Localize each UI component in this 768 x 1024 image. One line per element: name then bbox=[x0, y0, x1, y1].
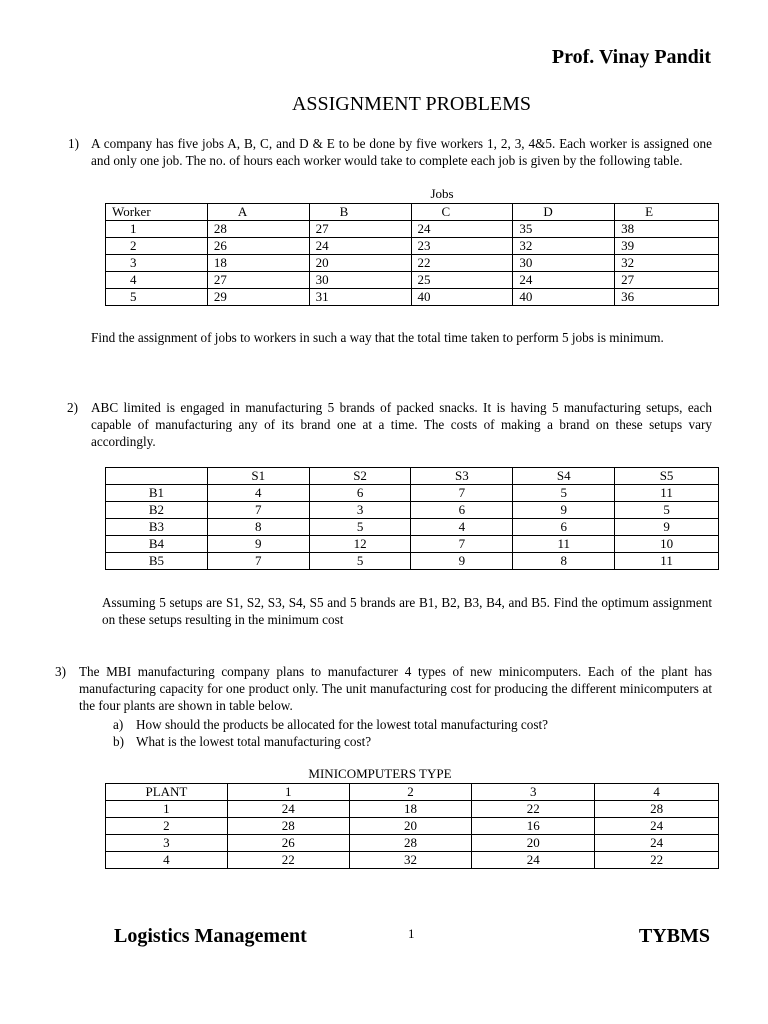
table-cell: 1 bbox=[106, 221, 208, 238]
table-cell: 20 bbox=[309, 255, 411, 272]
table-header-cell: 4 bbox=[595, 784, 719, 801]
table-cell: 39 bbox=[615, 238, 719, 255]
table-cell: 22 bbox=[227, 852, 349, 869]
q2-table bbox=[105, 467, 719, 570]
table-cell: 9 bbox=[207, 536, 309, 553]
table-header-cell: S4 bbox=[513, 468, 615, 485]
table-cell: 24 bbox=[227, 801, 349, 818]
page-title: ASSIGNMENT PROBLEMS bbox=[291, 93, 532, 115]
table-header-cell: S2 bbox=[309, 468, 411, 485]
table-header-cell: 1 bbox=[227, 784, 349, 801]
table-header-row bbox=[106, 784, 719, 801]
q3-table bbox=[105, 783, 719, 869]
q2-question: Assuming 5 setups are S1, S2, S3, S4, S5 and 5 brands are B1, B2, B3, B4, and B5. Find the optimum assignment on these setups resulting in the minimum cost bbox=[102, 595, 712, 627]
table-row bbox=[106, 519, 719, 536]
table-cell: 4 bbox=[207, 485, 309, 502]
table-row bbox=[106, 536, 719, 553]
table-row bbox=[106, 553, 719, 570]
table-cell: 22 bbox=[411, 255, 513, 272]
table-cell: 24 bbox=[595, 818, 719, 835]
table-cell: 3 bbox=[309, 502, 411, 519]
table-cell: B1 bbox=[106, 485, 208, 502]
table-cell: 7 bbox=[411, 536, 513, 553]
table-header-cell: A bbox=[207, 204, 309, 221]
table-header-cell: S5 bbox=[615, 468, 719, 485]
q3-sub-a bbox=[113, 716, 548, 733]
table-cell: 5 bbox=[309, 519, 411, 536]
table-header-cell: D bbox=[513, 204, 615, 221]
table-cell: 23 bbox=[411, 238, 513, 255]
table-cell: 3 bbox=[106, 255, 208, 272]
footer-course: Logistics Management bbox=[114, 925, 307, 947]
q3-sub-b-label: b) bbox=[113, 734, 124, 749]
q1-text bbox=[68, 135, 712, 169]
table-cell: 24 bbox=[309, 238, 411, 255]
q2-text bbox=[67, 399, 712, 450]
table-cell: 38 bbox=[615, 221, 719, 238]
table-cell: 12 bbox=[309, 536, 411, 553]
table-header-cell: S3 bbox=[411, 468, 513, 485]
table-header-row bbox=[106, 204, 719, 221]
table-cell: 7 bbox=[207, 553, 309, 570]
table-cell: 9 bbox=[615, 519, 719, 536]
table-cell: 27 bbox=[207, 272, 309, 289]
table-cell: B4 bbox=[106, 536, 208, 553]
table-row bbox=[106, 289, 719, 306]
author-name: Prof. Vinay Pandit bbox=[551, 46, 711, 68]
table-cell: 40 bbox=[513, 289, 615, 306]
table-cell: 6 bbox=[309, 485, 411, 502]
table-cell: 40 bbox=[411, 289, 513, 306]
table-cell: 5 bbox=[106, 289, 208, 306]
table-cell: B5 bbox=[106, 553, 208, 570]
table-cell: 9 bbox=[513, 502, 615, 519]
table-header-cell: Worker bbox=[106, 204, 208, 221]
table-header-cell: B bbox=[309, 204, 411, 221]
table-cell: 28 bbox=[349, 835, 472, 852]
table-row bbox=[106, 221, 719, 238]
table-cell: 32 bbox=[615, 255, 719, 272]
table-cell: 4 bbox=[411, 519, 513, 536]
table-cell: 30 bbox=[513, 255, 615, 272]
table-cell: 1 bbox=[106, 801, 228, 818]
table-cell: 5 bbox=[513, 485, 615, 502]
table-cell: 24 bbox=[411, 221, 513, 238]
table-cell: 5 bbox=[615, 502, 719, 519]
table-header-cell: S1 bbox=[207, 468, 309, 485]
table-cell: 4 bbox=[106, 272, 208, 289]
table-cell: 30 bbox=[309, 272, 411, 289]
table-cell: 22 bbox=[595, 852, 719, 869]
table-cell: 11 bbox=[615, 485, 719, 502]
table-header-cell bbox=[106, 468, 208, 485]
table-cell: 24 bbox=[595, 835, 719, 852]
q3-sub-a-label: a) bbox=[113, 717, 124, 732]
q1-table-caption: Jobs bbox=[430, 186, 454, 201]
q3-table-caption: MINICOMPUTERS TYPE bbox=[308, 766, 452, 781]
q2-number: 2) bbox=[67, 400, 78, 415]
table-cell: 7 bbox=[207, 502, 309, 519]
table-cell: 9 bbox=[411, 553, 513, 570]
table-cell: 24 bbox=[513, 272, 615, 289]
table-header-cell: E bbox=[615, 204, 719, 221]
table-cell: 10 bbox=[615, 536, 719, 553]
table-row bbox=[106, 272, 719, 289]
table-cell: 22 bbox=[472, 801, 595, 818]
table-row bbox=[106, 835, 719, 852]
footer-class: TYBMS bbox=[638, 925, 710, 947]
table-cell: 26 bbox=[227, 835, 349, 852]
table-row bbox=[106, 485, 719, 502]
table-cell: 25 bbox=[411, 272, 513, 289]
table-cell: 26 bbox=[207, 238, 309, 255]
table-header-cell: PLANT bbox=[106, 784, 228, 801]
table-cell: 31 bbox=[309, 289, 411, 306]
q1-statement: A company has five jobs A, B, C, and D & E to be done by five workers 1, 2, 3, 4&5. Each worker is assigned one and only one job. The no. of hours each worker would take to complete each job is given by the following table. bbox=[91, 136, 712, 168]
table-cell: 24 bbox=[472, 852, 595, 869]
table-cell: 32 bbox=[349, 852, 472, 869]
table-cell: 29 bbox=[207, 289, 309, 306]
q3-statement: The MBI manufacturing company plans to manufacturer 4 types of new minicomputers. Each of the plant has manufacturing capacity for one product only. The unit manufacturing cost for producing the different minicomputers at the four plants are shown in table below. bbox=[79, 664, 712, 713]
table-cell: 11 bbox=[615, 553, 719, 570]
table-cell: 16 bbox=[472, 818, 595, 835]
table-cell: 32 bbox=[513, 238, 615, 255]
table-header-cell: 3 bbox=[472, 784, 595, 801]
table-header-row bbox=[106, 468, 719, 485]
table-cell: 28 bbox=[227, 818, 349, 835]
q1-table bbox=[105, 203, 719, 306]
table-row bbox=[106, 238, 719, 255]
table-cell: B2 bbox=[106, 502, 208, 519]
table-cell: 36 bbox=[615, 289, 719, 306]
table-cell: 27 bbox=[309, 221, 411, 238]
table-row bbox=[106, 255, 719, 272]
table-cell: 6 bbox=[513, 519, 615, 536]
table-cell: 27 bbox=[615, 272, 719, 289]
q3-text bbox=[55, 663, 712, 714]
table-cell: 4 bbox=[106, 852, 228, 869]
table-cell: B3 bbox=[106, 519, 208, 536]
table-cell: 18 bbox=[349, 801, 472, 818]
q3-sub-b bbox=[113, 733, 372, 750]
q2-statement: ABC limited is engaged in manufacturing 5 brands of packed snacks. It is having 5 manufacturing setups, each capable of manufacturing any of its brand one at a time. The costs of making a brand on these setups vary accordingly. bbox=[91, 400, 712, 449]
table-cell: 7 bbox=[411, 485, 513, 502]
table-cell: 3 bbox=[106, 835, 228, 852]
table-row bbox=[106, 818, 719, 835]
table-row bbox=[106, 852, 719, 869]
table-cell: 5 bbox=[309, 553, 411, 570]
table-cell: 6 bbox=[411, 502, 513, 519]
table-header-cell: C bbox=[411, 204, 513, 221]
table-header-cell: 2 bbox=[349, 784, 472, 801]
table-cell: 28 bbox=[207, 221, 309, 238]
table-row bbox=[106, 502, 719, 519]
table-cell: 20 bbox=[349, 818, 472, 835]
table-cell: 28 bbox=[595, 801, 719, 818]
page-number: 1 bbox=[408, 926, 415, 941]
table-cell: 2 bbox=[106, 238, 208, 255]
q1-question: Find the assignment of jobs to workers in such a way that the total time taken to perform 5 jobs is minimum. bbox=[91, 330, 664, 345]
q3-sub-a-text: How should the products be allocated for the lowest total manufacturing cost? bbox=[136, 717, 548, 732]
q3-number: 3) bbox=[55, 664, 66, 679]
table-row bbox=[106, 801, 719, 818]
table-cell: 18 bbox=[207, 255, 309, 272]
table-cell: 2 bbox=[106, 818, 228, 835]
table-cell: 8 bbox=[207, 519, 309, 536]
q1-number: 1) bbox=[68, 136, 79, 151]
table-cell: 8 bbox=[513, 553, 615, 570]
table-cell: 35 bbox=[513, 221, 615, 238]
q3-sub-b-text: What is the lowest total manufacturing cost? bbox=[136, 734, 372, 749]
table-cell: 11 bbox=[513, 536, 615, 553]
table-cell: 20 bbox=[472, 835, 595, 852]
